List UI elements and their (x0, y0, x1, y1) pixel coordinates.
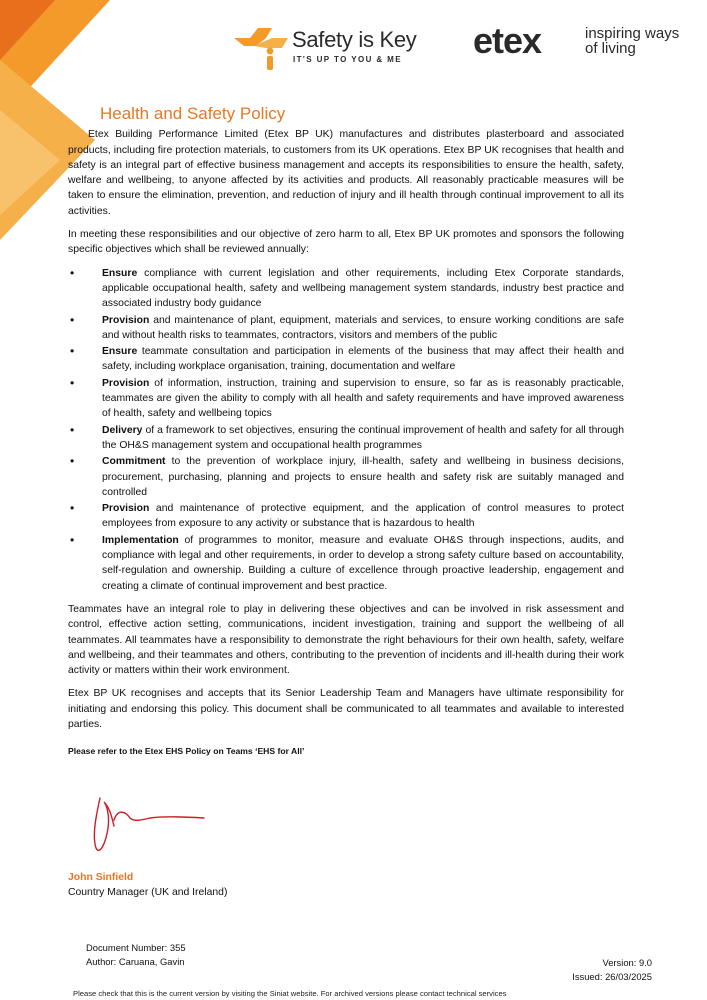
objective-keyword: Commitment (102, 456, 166, 468)
tagline-line-2: of living (585, 40, 636, 57)
tagline-line-1: inspiring ways (585, 25, 680, 42)
document-version: Version: 9.0 (602, 957, 652, 968)
objective-keyword: Provision (102, 314, 150, 326)
objective-keyword: Provision (102, 377, 150, 389)
page-title: Health and Safety Policy (100, 104, 286, 123)
policy-body (68, 106, 624, 760)
signature (86, 790, 216, 860)
list-item (68, 501, 624, 532)
list-item (68, 313, 624, 344)
list-item (68, 266, 624, 312)
list-item (68, 454, 624, 500)
objective-text: teammate consultation and participation in elements of the business that may affect their health and safety, including workplace organisation, training, documentation and welfare (102, 346, 624, 373)
document-info (86, 941, 186, 969)
teammates-paragraph: Teammates have an integral role to play in delivering these objectives and can be involved in risk assessment and control, effective action setting, communications, incident investigation, training and support the wellbeing of all teammates. All teammates have a responsibility to demonstrate the right behaviours for their own health, safety, welfare and wellbeing, and their teammates and others, contributing to the prevention of incidents and ill-health during their work activity or matters within their work environment. (68, 603, 624, 677)
objective-text: and maintenance of plant, equipment, materials and services, to ensure working conditions are safe and without health risks to teammates, contractors, visitors and members of the public (102, 314, 624, 341)
objectives-intro: In meeting these responsibilities and our objective of zero harm to all, Etex BP UK promotes and sponsors the following specific objectives which shall be reviewed annually: (68, 229, 624, 256)
document-issued: Issued: 26/03/2025 (572, 971, 652, 982)
list-item (68, 376, 624, 422)
page-header (0, 0, 707, 100)
intro-paragraph: Etex Building Performance Limited (Etex BP UK) manufactures and distributes plasterboard and associated products, including fire protection materials, to customers from its UK operations. Etex BP UK recognises that health and safety is an integral part of effective business management and accepts its responsibilities to ensure the health, safety, welfare and wellbeing, to anyone affected by its activities and products. All reasonably practicable measures will be taken to ensure the elimination, prevention, and reduction of injury and ill health through continual improvement to all its activities. (68, 129, 624, 217)
document-version-info (572, 956, 652, 984)
objective-text: of information, instruction, training and supervision to ensure, so far as is reasonably practicable, teammates are given the ability to comply with all health and safety requirements and have improved awareness of health, safety and wellbeing topics (102, 377, 624, 420)
etex-logo: etex (473, 20, 542, 61)
objective-text: and maintenance of protective equipment, and the application of control measures to protect employees from exposure to any activity or substance that is hazardous to health (102, 503, 624, 530)
objective-text: compliance with current legislation and other requirements, including Etex Corporate standards, applicable occupational health, safety and wellbeing management system standards, industry best practice and associated industry body guidance (102, 267, 624, 310)
objective-text: of programmes to monitor, measure and evaluate OH&S through inspections, audits, and compliance with legal and other requirements, in order to develop a strong safety culture based on accountability, self-regulation and ownership. Building a culture of excellence through proactive leadership, engagement and creating a climate of continual improvement and best practice. (102, 534, 624, 592)
footer-note: Please check that this is the current version by visiting the Siniat website. For archived versions please contact technical services (73, 989, 507, 998)
document-number: Document Number: 355 (86, 942, 186, 953)
objective-keyword: Implementation (102, 534, 179, 546)
signer-block (68, 870, 227, 900)
objective-keyword: Delivery (102, 424, 143, 436)
logo-title: Safety is Key (292, 27, 417, 52)
objective-keyword: Ensure (102, 267, 138, 279)
list-item (68, 344, 624, 375)
list-item (68, 533, 624, 594)
responsibility-paragraph: Etex BP UK recognises and accepts that its Senior Leadership Team and Managers have ultimate responsibility for initiating and endorsing this policy. This document shall be communicated to all teammates and available to interested parties. (68, 688, 624, 730)
objective-keyword: Ensure (102, 346, 138, 358)
reference-note: Please refer to the Etex EHS Policy on Teams ‘EHS for All’ (68, 746, 305, 757)
objectives-list (68, 266, 624, 594)
objective-text: to the prevention of workplace injury, ill-health, safety and wellbeing in business decisions, procurement, purchasing, planning and projects to ensure health and safety risk are suitably managed and controlled (102, 456, 624, 498)
brand-tagline (585, 26, 679, 56)
objective-text: of a framework to set objectives, ensuring the continual improvement of health and safety for all through the OH&S management system and occupational health programmes (102, 424, 624, 451)
list-item (68, 423, 624, 454)
logo-subtitle: IT'S UP TO YOU & ME (293, 55, 402, 64)
signer-role: Country Manager (UK and Ireland) (68, 887, 228, 898)
signer-name: John Sinfield (68, 872, 134, 883)
objective-keyword: Provision (102, 503, 150, 515)
document-author: Author: Caruana, Gavin (86, 956, 185, 967)
